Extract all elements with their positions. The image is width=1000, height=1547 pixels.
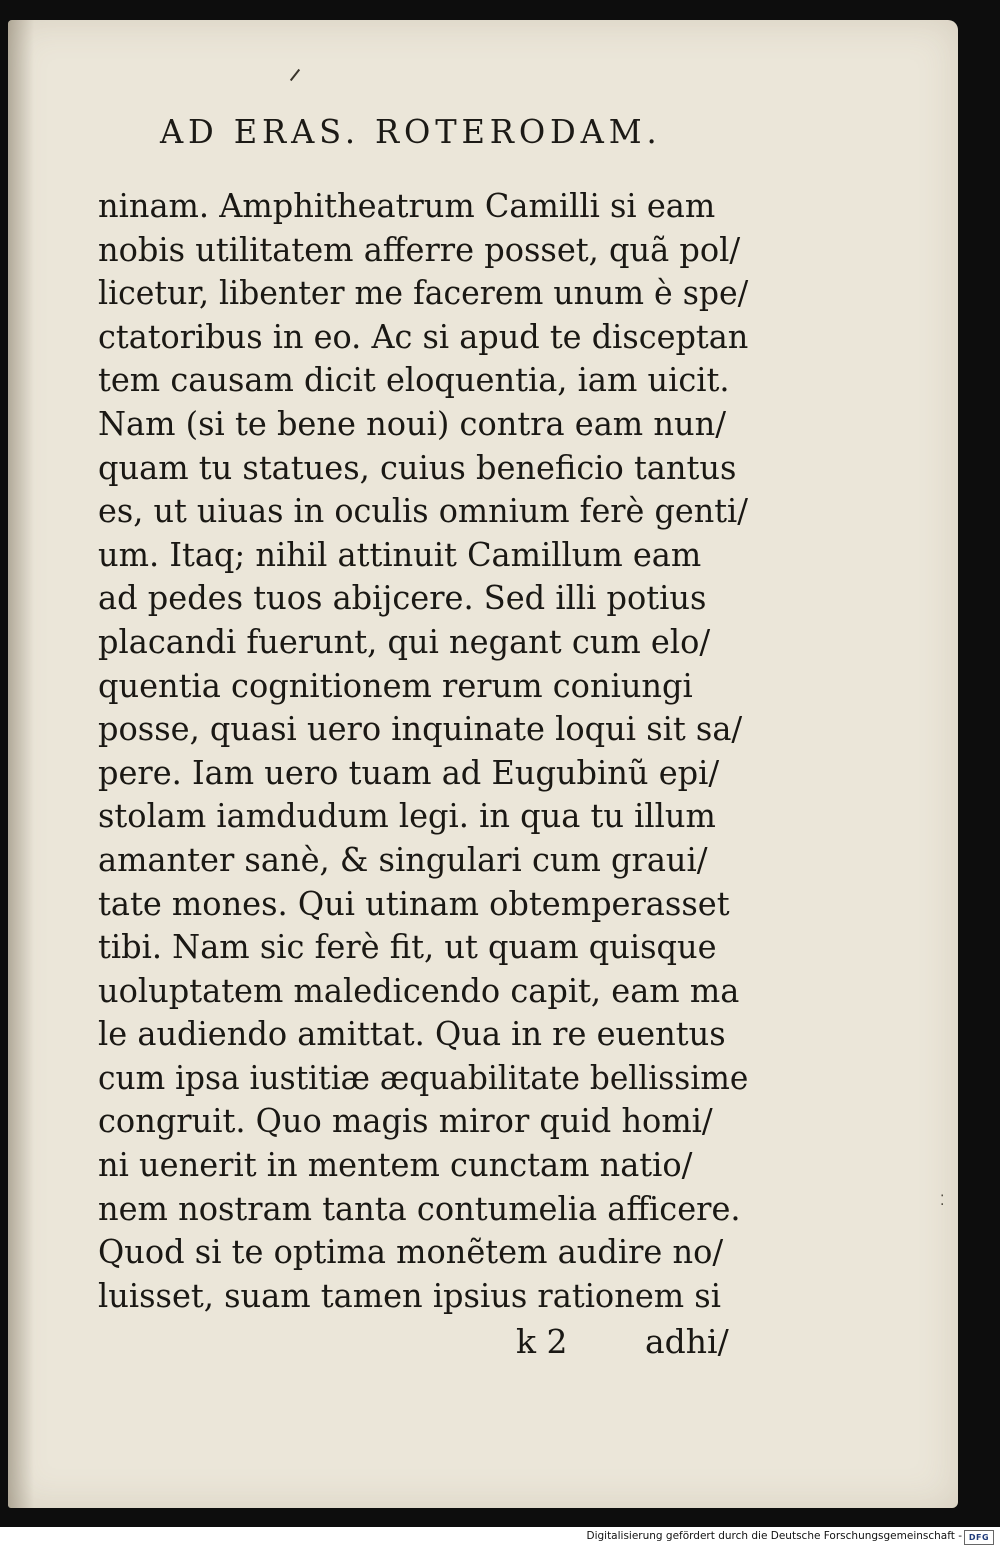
text-line: luisset, suam tamen ipsius rationem si (98, 1276, 721, 1315)
page-gutter-shadow (8, 20, 34, 1508)
text-line: quam tu statues, cuius beneficio tantus (98, 448, 737, 487)
text-line: Quod si te optima monẽtem audire no/ (98, 1233, 724, 1272)
text-line: uoluptatem maledicendo capit, eam ma (98, 971, 740, 1010)
text-line: licetur, libenter me facerem unum è spe/ (98, 274, 749, 313)
text-line: nobis utilitatem afferre posset, quã pol/ (98, 230, 741, 269)
body-text (98, 185, 758, 1318)
text-line: placandi fuerunt, qui negant cum elo/ (98, 622, 711, 661)
text-line: es, ut uiuas in oculis omnium ferè genti/ (98, 492, 748, 531)
text-line: ctatoribus in eo. Ac si apud te disceptan (98, 317, 749, 356)
text-line: ninam. Amphitheatrum Camilli si eam (98, 187, 716, 225)
text-line: amanter sanè, & singulari cum graui/ (98, 840, 708, 879)
text-line: posse, quasi uero inquinate loqui sit sa/ (98, 710, 743, 749)
text-line: tate mones. Qui utinam obtemperasset (98, 884, 730, 923)
text-line: ad pedes tuos abijcere. Sed illi potius (98, 579, 707, 618)
signature-mark: k 2 (516, 1322, 568, 1361)
text-line: um. Itaq; nihil attinuit Camillum eam (98, 535, 702, 574)
text-line: Nam (si te bene noui) contra eam nun/ (98, 404, 726, 443)
text-line: quentia cognitionem rerum coniungi (98, 666, 693, 705)
text-line: ni uenerit in mentem cunctam natio/ (98, 1146, 693, 1185)
text-line: le audiendo amittat. Qua in re euentus (98, 1015, 726, 1054)
text-line: tibi. Nam sic ferè fit, ut quam quisque (98, 928, 717, 967)
text-line: nem nostram tanta contumelia afficere. (98, 1189, 741, 1228)
catchword: adhi/ (645, 1322, 729, 1361)
text-line: stolam iamdudum legi. in qua tu illum (98, 797, 716, 836)
credit-bar (0, 1527, 1000, 1547)
text-line: pere. Iam uero tuam ad Eugubinũ epi/ (98, 753, 720, 792)
margin-dots: ⁚ (940, 1193, 945, 1209)
text-line: tem causam dicit eloquentia, iam uicit. (98, 361, 730, 400)
text-line: cum ipsa iustitiæ æquabilitate bellissime (98, 1058, 749, 1097)
funding-credit: Digitalisierung gefördert durch die Deutsche Forschungsgemeinschaft - (586, 1530, 962, 1542)
dfg-logo: DFG (964, 1530, 994, 1545)
text-line: congruit. Quo magis miror quid homi/ (98, 1102, 713, 1141)
running-head: AD ERAS. ROTERODAM. (160, 112, 662, 151)
